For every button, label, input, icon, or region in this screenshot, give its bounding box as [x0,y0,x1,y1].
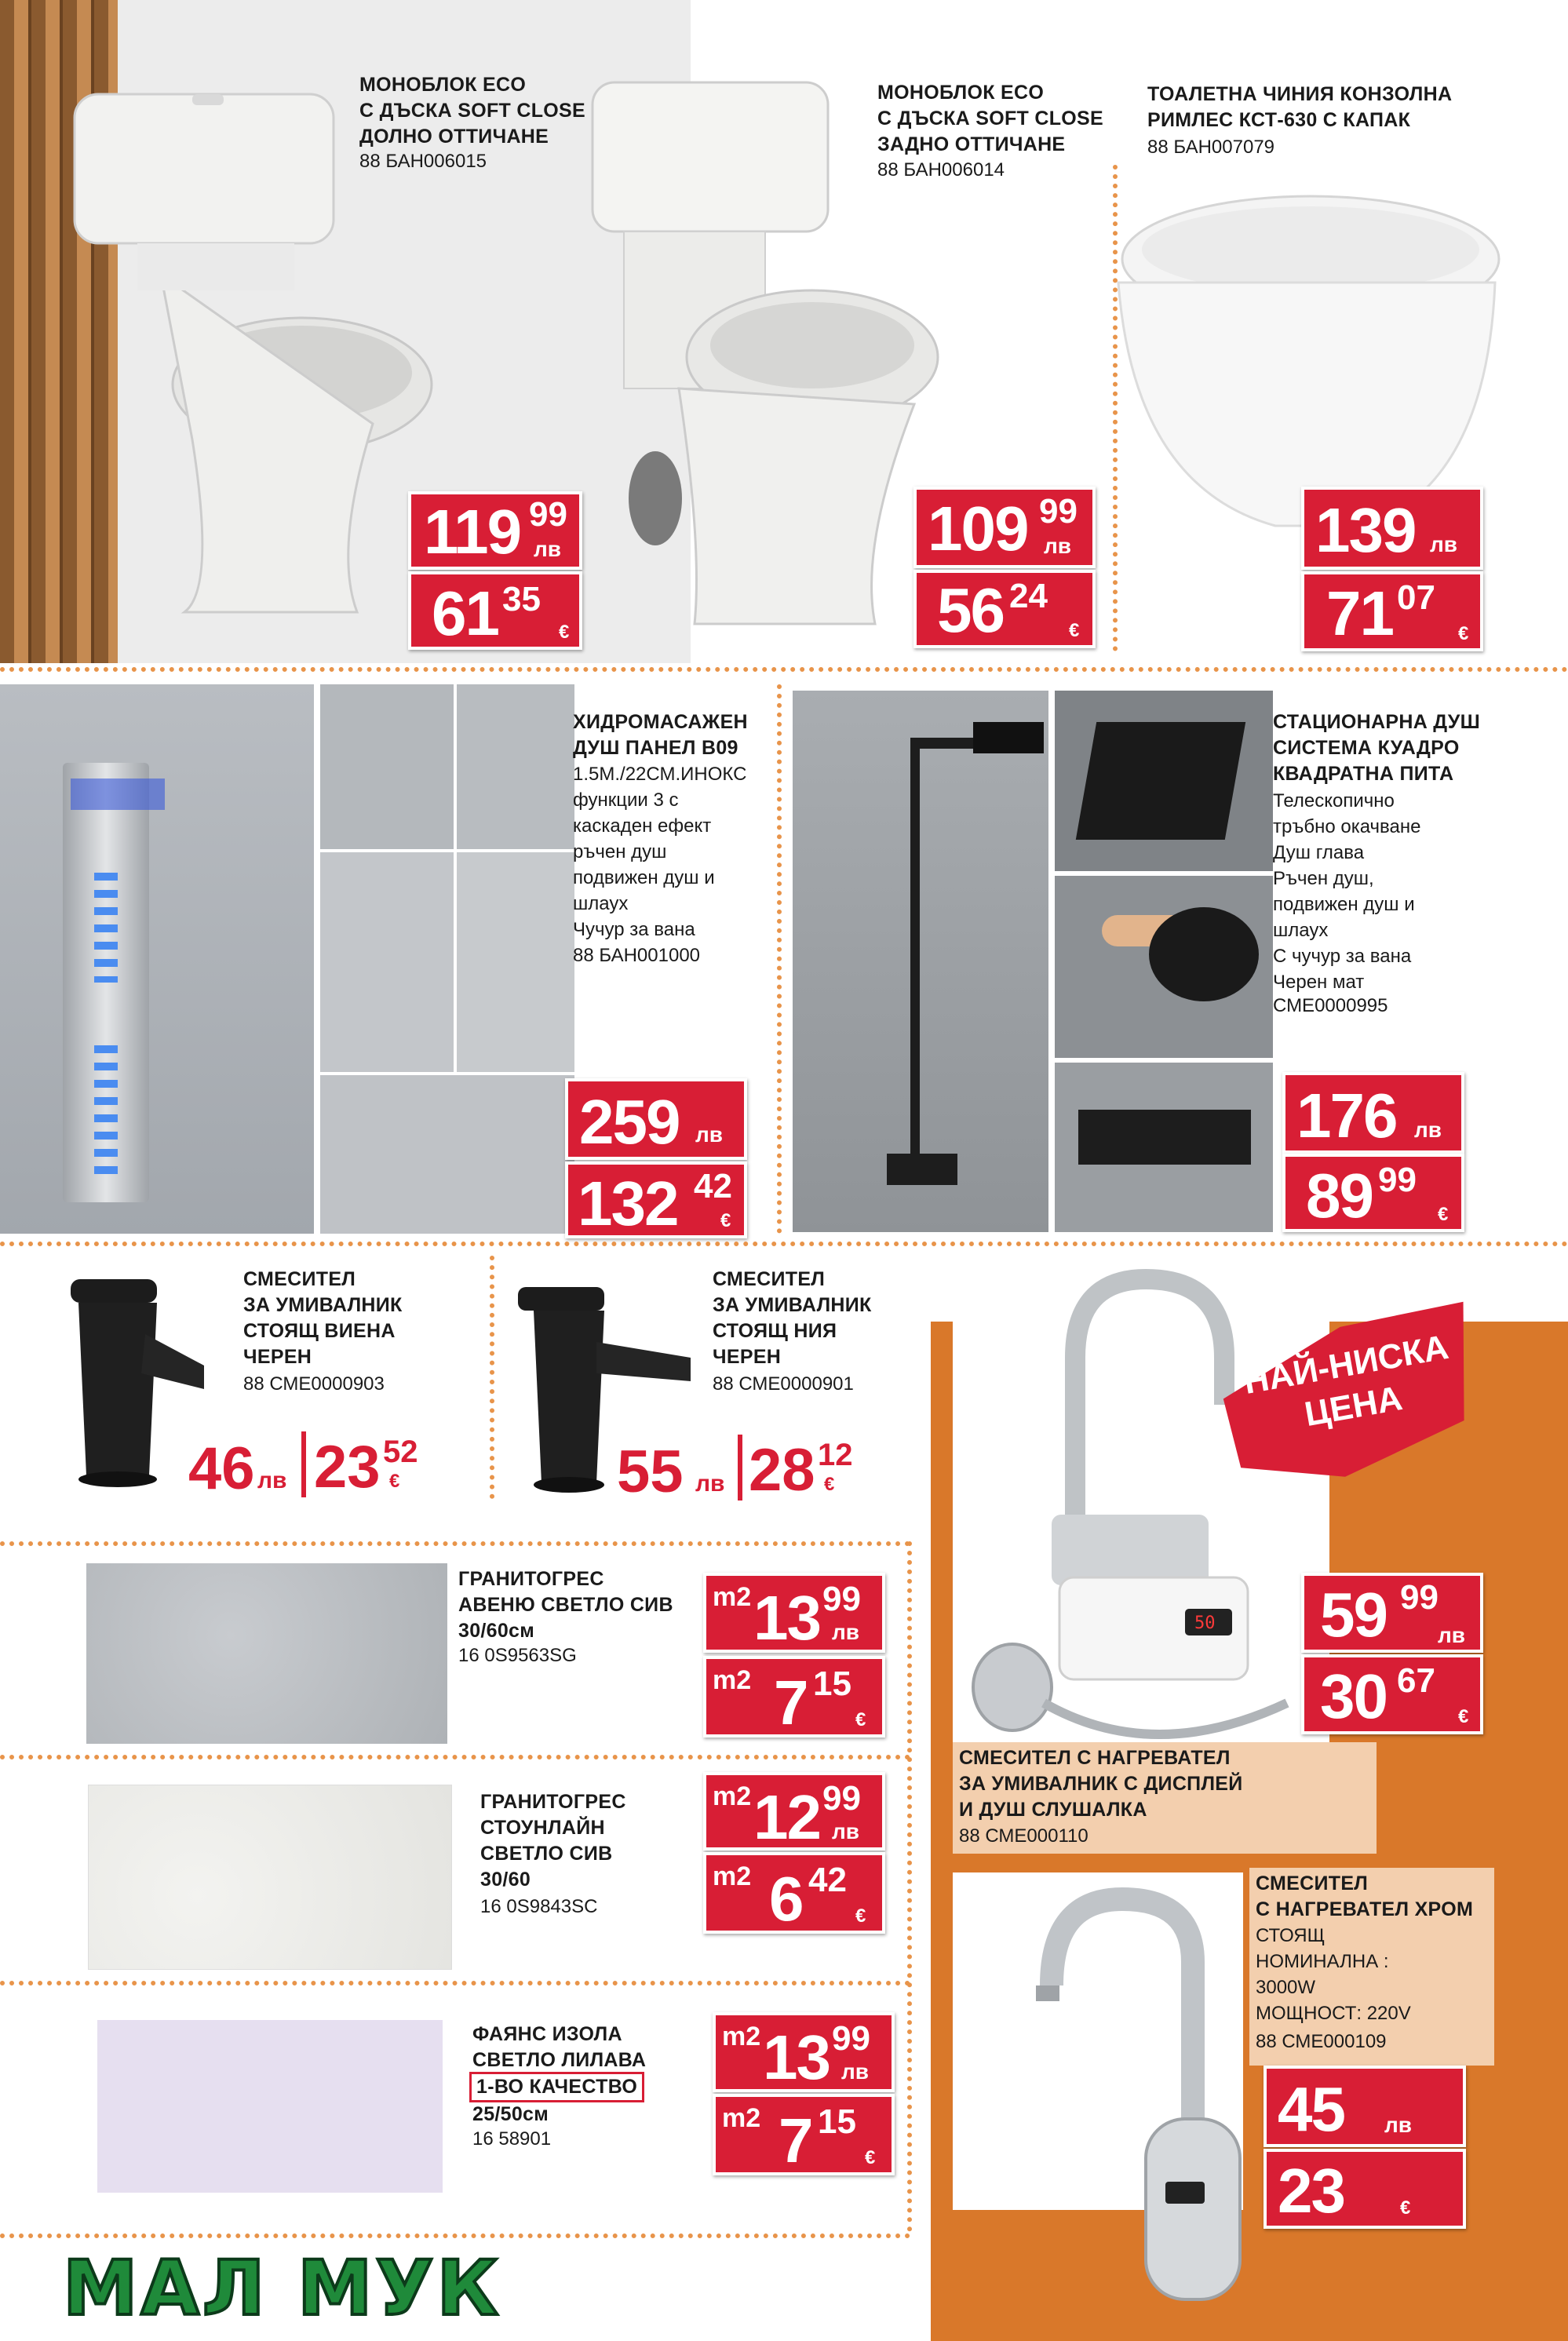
tile3-price-bgn: m2 13 99 лв [713,2012,895,2092]
shower-price-eur: 89 99 € [1282,1154,1464,1232]
panel-price-eur: 132 42 € [565,1161,747,1238]
panel-title: ХИДРОМАСАЖЕН ДУШ ПАНЕЛ В09 [573,711,748,759]
shower-system-detail-3 [1055,1063,1273,1232]
tile3-size: 25/50см [472,2103,549,2125]
toilet1-price-bgn: 119 99 лв [408,491,582,570]
heater1-code: 88 СМЕ000110 [959,1825,1088,1847]
shower-title: СТАЦИОНАРНА ДУШ СИСТЕМА КУАДРО КВАДРАТНА ПИТА [1273,711,1480,785]
heater-chrome-faucet-image [989,1868,1256,2307]
toilet-wall-hung-image [1103,188,1511,534]
toilet1-code: 88 БАН006015 [359,151,487,172]
toilet1-price-eur: 61 35 € [408,571,582,650]
shower-panel-detail-1 [320,684,454,849]
tile3-title: ФАЯНС ИЗОЛА СВЕТЛО ЛИЛАВА [472,2023,647,2071]
divider-vertical-faucets [490,1256,494,1499]
tile2-title: ГРАНИТОГРЕС СТОУНЛАЙН СВЕТЛО СИВ 30/60 [480,1791,626,1891]
toilet2-title: МОНОБЛОК ECO С ДЪСКА SOFT CLOSE ЗАДНО ОТТИЧАНЕ [877,82,1103,155]
divider-row4 [0,1755,910,1759]
svg-text:50: 50 [1194,1614,1216,1633]
heater1-price-eur: 30 67 € [1301,1654,1483,1734]
heater2-price-bgn: 45 лв [1264,2066,1466,2147]
divider-row3 [0,1541,910,1546]
toilet3-code: 88 БАН007079 [1147,137,1275,158]
toilet1-title: МОНОБЛОК ECO С ДЪСКА SOFT CLOSE ДОЛНО ОТТИЧАНЕ [359,74,585,148]
toilet3-price-bgn: 139 лв [1301,487,1483,570]
shower-system-detail-1 [1055,691,1273,871]
toilet3-price-eur: 71 07 € [1301,571,1483,651]
shower-code: СМЕ0000995 [1273,995,1388,1016]
faucet2-code: 88 СМЕ0000901 [713,1373,854,1395]
shower-system-detail-2 [1055,876,1273,1058]
divider-row1 [0,667,1568,672]
toilet2-price-bgn: 109 99 лв [913,487,1096,568]
lowest-price-badge-text: НАЙ-НИСКА ЦЕНА [1241,1327,1452,1435]
tile-aveny-grey-image [86,1563,447,1744]
tile2-price-bgn: m2 12 99 лв [703,1772,885,1851]
tile1-title: ГРАНИТОГРЕС АВЕНЮ СВЕТЛО СИВ 30/60см [458,1568,673,1642]
toilet2-code: 88 БАН006014 [877,159,1005,180]
shower-system-main-image [793,691,1048,1232]
tile-stoneline-grey-image [88,1785,452,1970]
heater2-title: СМЕСИТЕЛ С НАГРЕВАТЕЛ ХРОМ [1256,1872,1474,1920]
divider-vertical-tiles [907,1541,912,2232]
heater2-price-eur: 23 € [1264,2149,1466,2229]
heater1-price-bgn: 59 99 лв [1301,1573,1483,1653]
tile3-price-eur: m2 7 15 € [713,2094,895,2175]
shower-price-bgn: 176 лв [1282,1072,1464,1154]
heater2-description: СТОЯЩ НОМИНАЛНА : 3000W МОЩНОСТ: 220V [1256,1925,1411,2024]
toilet2-price-eur: 56 24 € [913,570,1096,648]
heater2-code: 88 СМЕ000109 [1256,2031,1387,2052]
divider-vertical-row1 [1113,165,1118,651]
divider-row5 [0,1981,910,1985]
shower-panel-detail-3 [320,852,454,1072]
shower-description: Телескопично тръбно окачване Душ глава Ръчен душ, подвижен душ и шлаух С чучур за вана Черен мат [1273,790,1421,993]
tile2-price-eur: m2 6 42 € [703,1852,885,1934]
faucet2-price: 55 лв 28 12 € [617,1435,923,1505]
tile2-code: 16 0S9843SC [480,1896,598,1917]
faucet1-title: СМЕСИТЕЛ ЗА УМИВАЛНИК СТОЯЩ ВИЕНА ЧЕРЕН [243,1268,403,1368]
shower-panel-detail-4 [457,852,574,1072]
panel-price-bgn: 259 лв [565,1078,747,1160]
divider-row2 [0,1242,1568,1246]
divider-bottom [0,2233,910,2238]
shower-panel-detail-2 [457,684,574,849]
heater1-title: СМЕСИТЕЛ С НАГРЕВАТЕЛ ЗА УМИВАЛНИК С ДИСПЛЕЙ И ДУШ СЛУШАЛКА [959,1747,1243,1821]
tile3-quality-badge: 1-ВО КАЧЕСТВО [469,2072,644,2102]
faucet2-title: СМЕСИТЕЛ ЗА УМИВАЛНИК СТОЯЩ НИЯ ЧЕРЕН [713,1268,872,1368]
brand-logo: МАЛ МУК [63,2244,501,2332]
divider-vertical-row2 [777,684,782,1234]
faucet1-price: 46 лв 23 52 € [188,1431,487,1502]
tile3-code: 16 58901 [472,2128,552,2150]
panel-description: 1.5М./22СМ.ИНОКС функции 3 с каскаден ефект ръчен душ подвижен душ и шлаух Чучур за вана [573,764,747,940]
tile1-price-bgn: m2 13 99 лв [703,1573,885,1653]
shower-panel-detail-5 [320,1075,574,1234]
shower-panel-main-image [0,684,314,1234]
panel-code: 88 БАН001000 [573,945,701,966]
toilet3-title: ТОАЛЕТНА ЧИНИЯ КОНЗОЛНА РИМЛЕС КСТ-630 С КАПАК [1147,83,1453,131]
faucet1-code: 88 СМЕ0000903 [243,1373,385,1395]
tile1-code: 16 0S9563SG [458,1645,577,1666]
tile1-price-eur: m2 7 15 € [703,1656,885,1738]
tile-izola-lilac-image [97,2020,443,2193]
